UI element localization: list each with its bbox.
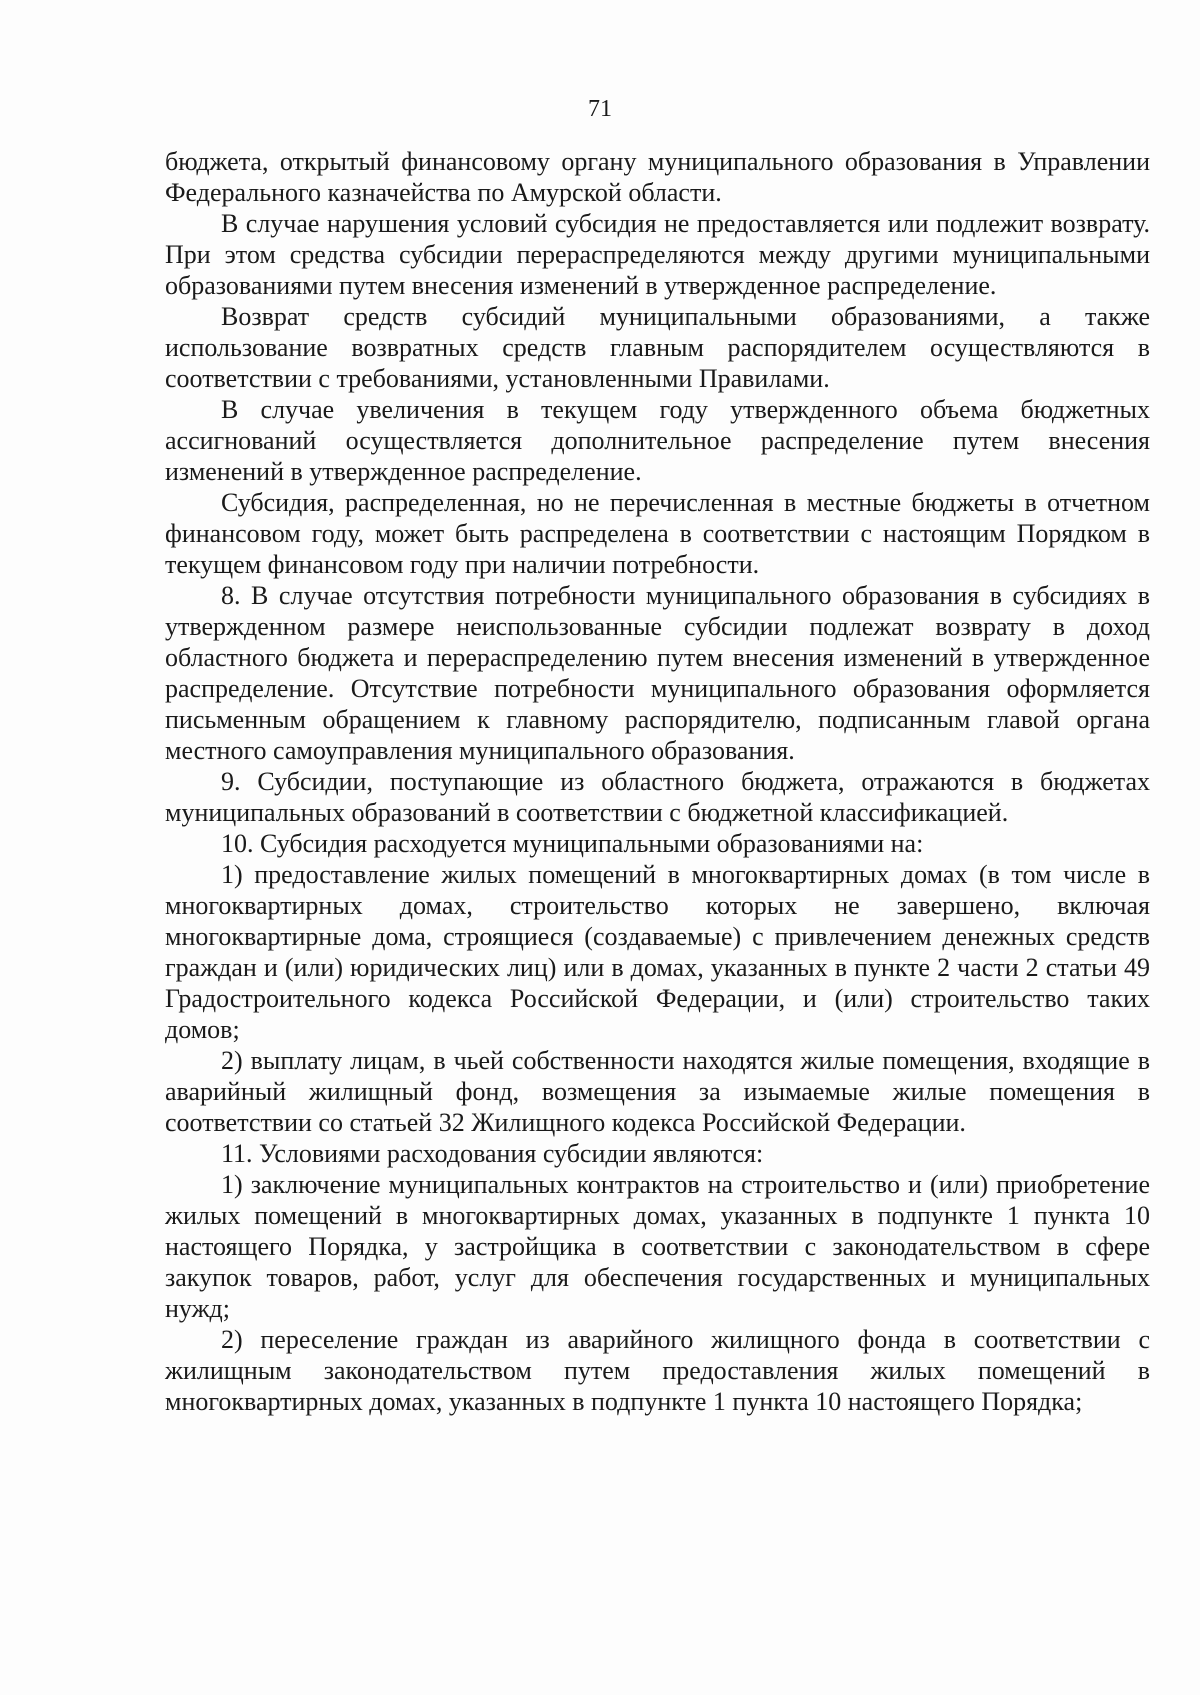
- paragraph-item-10-2: 2) выплату лицам, в чьей собственности находятся жилые помещения, входящие в аварийный жилищный фонд, возмещения за изымаемые жилые помещения в соответствии со статьей 32 Жилищного кодекса Российской Федерации.: [165, 1046, 1150, 1137]
- paragraph-item-11-1: 1) заключение муниципальных контрактов на строительство и (или) приобретение жилых помещений в многоквартирных домах, указанных в подпункте 1 пункта 10 настоящего Порядка, у застройщика в соответствии с законодательством в сфере закупок товаров, работ, услуг для обеспечения государственных и муниципальных нужд;: [165, 1170, 1150, 1323]
- paragraph-violation-conditions: В случае нарушения условий субсидия не предоставляется или подлежит возврату. При этом средства субсидии перераспределяются между другими муниципальными образованиями путем внесения изменений в утвержденное распределение.: [165, 209, 1150, 300]
- paragraph-increase-allocations: В случае увеличения в текущем году утвержденного объема бюджетных ассигнований осуществляется дополнительное распределение путем внесения изменений в утвержденное распределение.: [165, 395, 1150, 486]
- paragraph-item-10-1: 1) предоставление жилых помещений в многоквартирных домах (в том числе в многоквартирных домах, строительство которых не завершено, включая многоквартирные дома, строящиеся (создаваемые) с привлечением денежных средств граждан и (или) юридических лиц) или в домах, указанных в пункте 2 части 2 статьи 49 Градостроительного кодекса Российской Федерации, и (или) строительство таких домов;: [165, 860, 1150, 1044]
- document-body: [165, 146, 1150, 1417]
- paragraph-undistributed-subsidy: Субсидия, распределенная, но не перечисленная в местные бюджеты в отчетном финансовом году, может быть распределена в соответствии с настоящим Порядком в текущем финансовом году при наличии потребности.: [165, 488, 1150, 579]
- paragraph-continuation: бюджета, открытый финансовому органу муниципального образования в Управлении Федерального казначейства по Амурской области.: [165, 147, 1150, 207]
- paragraph-return-of-funds: Возврат средств субсидий муниципальными образованиями, а также использование возвратных средств главным распорядителем осуществляются в соответствии с требованиями, установленными Правилами.: [165, 302, 1150, 393]
- paragraph-item-11: 11. Условиями расходования субсидии являются:: [221, 1139, 764, 1168]
- paragraph-item-10: 10. Субсидия расходуется муниципальными образованиями на:: [221, 829, 924, 858]
- page-number: 71: [588, 96, 612, 122]
- paragraph-item-11-2: 2) переселение граждан из аварийного жилищного фонда в соответствии с жилищным законодательством путем предоставления жилых помещений в многоквартирных домах, указанных в подпункте 1 пункта 10 настоящего Порядка;: [165, 1325, 1150, 1416]
- paragraph-item-9: 9. Субсидии, поступающие из областного бюджета, отражаются в бюджетах муниципальных образований в соответствии с бюджетной классификацией.: [165, 767, 1150, 827]
- paragraph-item-8: 8. В случае отсутствия потребности муниципального образования в субсидиях в утвержденном размере неиспользованные субсидии подлежат возврату в доход областного бюджета и перераспределению путем внесения изменений в утвержденное распределение. Отсутствие потребности муниципального образования оформляется письменным обращением к главному распорядителю, подписанным главой органа местного самоуправления муниципального образования.: [165, 581, 1150, 765]
